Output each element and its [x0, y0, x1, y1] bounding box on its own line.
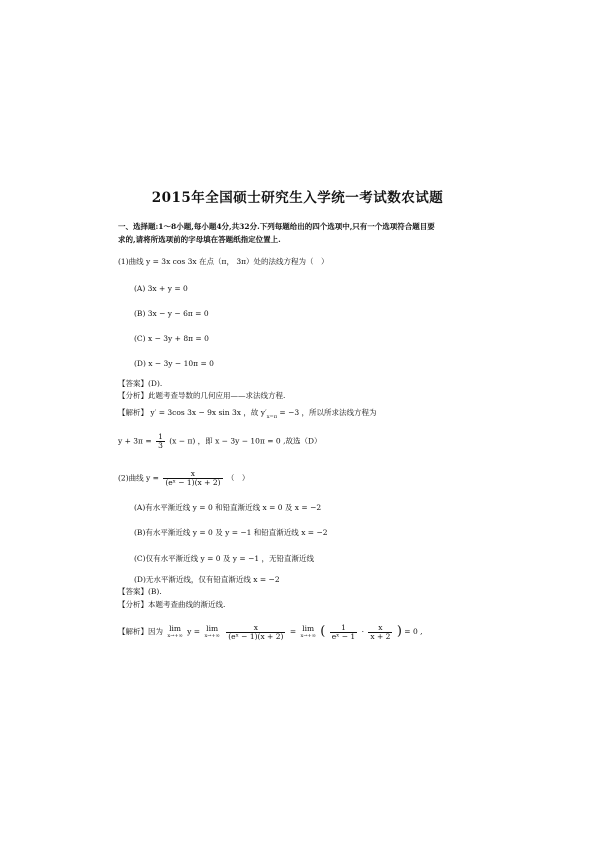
q2-solution-y: y = [187, 627, 201, 636]
fraction-denominator: (eˣ − 1)(x + 2) [165, 478, 221, 487]
q1-option-d: (D) x − 3y − 10π = 0 [134, 359, 214, 368]
limit-operator [204, 625, 219, 639]
q2-answer: 【答案】(B). [118, 587, 162, 596]
fraction-numerator: x [226, 624, 285, 633]
q1-solution-subscript: x=π [266, 414, 278, 420]
q2-solution-fraction [226, 624, 285, 641]
q2-stem-head: (2)曲线 y = [118, 473, 159, 483]
q2-option-c: (C)仅有水平渐近线 y = 0 及 y = −1 ，无铅直渐近线 [134, 554, 315, 563]
fraction-denominator: (eˣ − 1)(x + 2) [228, 631, 284, 641]
section-intro-line-2: 求的,请将所选项前的字母填在答题纸指定位置上. [118, 235, 281, 244]
q1-solution-text: 【解析】 y′ = 3cos 3x − 9x sin 3x ，故 y′ [118, 408, 267, 417]
limit-operator [167, 625, 182, 639]
fraction-denominator: eˣ − 1 [331, 631, 356, 641]
q1-solution-line-1 [118, 408, 498, 422]
fraction-numerator: 1 [158, 432, 163, 441]
q2-solution-fraction-3 [368, 624, 392, 641]
q1-option-a: (A) 3x + y = 0 [134, 284, 188, 293]
exam-title: 2015年全国硕士研究生入学统一考试数农试题 [151, 190, 444, 206]
fraction-one-third [156, 433, 165, 450]
q2-solution-fraction-2 [330, 624, 357, 641]
limit-word: lim [302, 624, 315, 633]
q2-solution-result: = 0 , [404, 627, 423, 636]
q2-option-a: (A)有水平渐近线 y = 0 和铅直渐近线 x = 0 及 x = −2 [134, 503, 322, 512]
q1-solution-2-tail: (x − π) ，即 x − 3y − 10π = 0 ,故选（D） [169, 436, 322, 446]
limit-operator [301, 625, 316, 639]
q1-answer: 【答案】(D). [118, 379, 163, 388]
q1-solution-tail: = −3 ，所以所求法线方程为 [277, 408, 377, 417]
limit-word: lim [206, 624, 219, 633]
fraction-denominator: 3 [158, 441, 163, 450]
limit-subscript: x→+∞ [167, 633, 183, 639]
q2-solution-head: 【解析】因为 [118, 627, 163, 636]
q1-solution-2-head: y + 3π = [118, 436, 152, 446]
q1-solution-line-2 [118, 433, 498, 450]
fraction-denominator: x + 2 [370, 631, 391, 641]
section-intro-line-1: 一、选择题:1～8小题,每小题4分,共32分.下列每题给出的四个选项中,只有一个选项符合题目要 [118, 222, 435, 231]
limit-word: lim [169, 624, 182, 633]
limit-subscript: x→+∞ [300, 633, 316, 639]
fraction-numerator: 1 [330, 624, 357, 633]
q2-analysis: 【分析】本题考查曲线的渐近线. [118, 600, 226, 609]
equals-sign: = [289, 627, 297, 636]
multiply-dot: · [361, 627, 364, 636]
q1-option-c: (C) x − 3y + 8π = 0 [134, 334, 209, 343]
q1-option-b: (B) 3x − y − 6π = 0 [134, 309, 209, 318]
q2-option-b: (B)有水平渐近线 y = 0 及 y = −1 和铅直渐近线 x = −2 [134, 528, 328, 537]
paren-close: ) [396, 624, 402, 639]
fraction-numerator: x [368, 624, 392, 633]
q1-analysis: 【分析】此题考查导数的几何应用——求法线方程. [118, 391, 286, 400]
q2-option-d: (D)无水平渐近线，仅有铅直渐近线 x = −2 [134, 575, 280, 584]
q2-stem-tail: （ ） [226, 473, 250, 483]
paren-open: ( [320, 624, 326, 639]
q2-stem [118, 470, 498, 487]
fraction-numerator: x [163, 470, 222, 479]
limit-subscript: x→+∞ [204, 633, 220, 639]
q2-function-fraction [163, 470, 222, 487]
q2-solution [118, 621, 498, 643]
q1-stem: (1)曲线 y = 3x cos 3x 在点（π， 3π）处的法线方程为（ ） [118, 257, 329, 266]
